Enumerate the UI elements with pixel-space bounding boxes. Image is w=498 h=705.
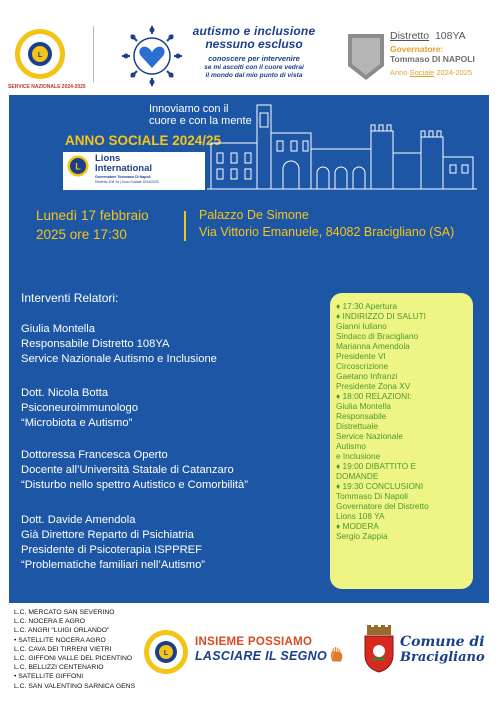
slogan-line-1: autismo e inclusione — [192, 24, 316, 38]
district-label: Distretto — [390, 30, 430, 42]
slogan-line-4: se mi ascolti con il cuore vedrai — [204, 64, 304, 71]
speaker-block — [21, 513, 205, 573]
comune-name — [400, 635, 495, 665]
club-item: L.C. NOCERA E AGRO — [14, 618, 86, 626]
speaker-name: Dott. Davide Amendola — [21, 514, 136, 526]
speaker-name: Giulia Montella — [21, 323, 95, 335]
speaker-block — [21, 322, 217, 367]
tagline-line-1: Innoviamo con il — [149, 103, 229, 115]
heart-globe-icon — [120, 24, 184, 88]
programme-line: Circoscrizione — [336, 361, 389, 371]
governor-name: Tommaso DI NAPOLI — [390, 54, 475, 64]
header-divider — [93, 26, 94, 82]
speaker-name: Dott. Nicola Botta — [21, 387, 109, 399]
lions-international-card — [63, 152, 205, 190]
club-item: L.C. CAVA DEI TIRRENI VIETRI — [14, 645, 112, 653]
speaker-block — [21, 386, 138, 431]
programme-line: Sindaco di Bracigliano — [336, 331, 419, 341]
speaker-topic: “Problematiche familiari nell’Autismo” — [21, 559, 206, 571]
badge-caption: SERVICE NAZIONALE 2024-2025 — [8, 84, 86, 90]
slogan-line-2: nessuno escluso — [205, 37, 303, 51]
poster-footer — [0, 603, 498, 705]
handprint-icon — [330, 645, 344, 663]
speaker-role: Già Direttore Reparto di Psichiatria — [21, 529, 194, 541]
governor-label: Governatore: — [390, 44, 444, 54]
programme-line: Autismo — [336, 441, 366, 451]
event-panel — [9, 95, 489, 603]
club-item: • SATELLITE NOCERA AGRO — [14, 636, 106, 644]
programme-line: Giulia Montella — [336, 401, 391, 411]
year-underlined: Sociale — [409, 68, 435, 77]
programme-line: ♦ 18:00 RELAZIONI: — [336, 391, 412, 401]
district-emblem-icon — [346, 32, 386, 82]
town-crest-icon — [362, 625, 396, 673]
year-range: 2024-2025 — [436, 68, 473, 77]
footer-slogan-line-1: INSIEME POSSIAMO — [195, 636, 313, 648]
poster-header — [0, 0, 498, 95]
programme-line: ♦ 19:30 CONCLUSIONI — [336, 481, 424, 491]
club-item: L.C. MERCATO SAN SEVERINO — [14, 609, 115, 616]
lions-name-line-1: Lions — [95, 153, 121, 164]
lions-footer-badge-icon — [143, 629, 189, 675]
tagline-line-2: cuore e con la mente — [149, 115, 252, 127]
club-item: L.C. BELLIZZI CENTENARIO — [14, 664, 104, 672]
club-item: • SATELLITE GIFFONI — [14, 673, 84, 681]
speakers-heading: Interventi Relatori: — [21, 291, 119, 305]
slogan-line-5: il mondo dal mio punto di vista — [205, 72, 303, 79]
programme-line: Lions 108 YA — [336, 511, 385, 521]
comune-line-1: Comune di — [400, 634, 485, 650]
footer-slogan — [195, 636, 345, 663]
event-time: 2025 ore 17:30 — [36, 227, 127, 242]
programme-line: ♦ INDIRIZZO DI SALUTI — [336, 311, 426, 321]
speaker-role: Presidente di Psicoterapia ISPPREF — [21, 544, 202, 556]
speaker-block — [21, 448, 248, 493]
anno-sociale-title: ANNO SOCIALE 2024/25 — [65, 133, 222, 148]
programme-line: ♦ 19:00 DIBATTITO E — [336, 461, 417, 471]
programme-line: ♦ MODERA — [336, 521, 379, 531]
speaker-role: Docente all’Università Statale di Catanzaro — [21, 464, 234, 476]
speaker-topic: Service Nazionale Autismo e Inclusione — [21, 353, 217, 365]
club-item: L.C. GIFFONI VALLE DEL PICENTINO — [14, 655, 133, 663]
programme-line: Presidente Zona XV — [336, 381, 411, 391]
footer-slogan-line-2: LASCIARE IL SEGNO — [195, 649, 327, 663]
programme-line: Distrettuale — [336, 421, 378, 431]
programme-line: Service Nazionale — [336, 431, 403, 441]
programme-line: Governatore del Distretto — [336, 501, 429, 511]
programme-line: Responsabile — [336, 411, 387, 421]
speaker-role: Psiconeuroimmunologo — [21, 402, 138, 414]
lions-service-badge-icon — [14, 28, 66, 80]
district-info — [390, 30, 495, 77]
svg-text:L: L — [37, 52, 43, 59]
programme-line: Gaetano Infranzi — [336, 371, 398, 381]
comune-line-2: Bracigliano — [400, 650, 485, 665]
svg-text:L: L — [163, 650, 169, 657]
programme-line: Marianna Amendola — [336, 341, 410, 351]
speaker-topic: “Microbiota e Autismo” — [21, 417, 133, 429]
programme-line: e Inclusione — [336, 451, 381, 461]
club-list — [14, 608, 146, 691]
programme-line: Gianni Iuliano — [336, 321, 387, 331]
campaign-slogan — [184, 24, 324, 79]
year-prefix: Anno — [390, 68, 408, 77]
programme-line: Tommaso Di Napoli — [336, 491, 408, 501]
speaker-role: Responsabile Distretto 108YA — [21, 338, 170, 350]
slogan-line-3: conoscere per intervenire — [208, 54, 300, 63]
event-date: Lunedì 17 febbraio — [36, 208, 149, 223]
club-item: L.C. SAN VALENTINO SARNICA GENS — [14, 682, 136, 690]
club-item: L.C. ANGRI "LUIGI ORLANDO" — [14, 627, 110, 635]
lions-governor: Governatore Tommaso Di Napoli — [95, 175, 151, 179]
lions-name-line-2: International — [95, 163, 153, 174]
programme-box — [330, 293, 473, 589]
lions-district: Distretto 108 Ya | Anno Sociale 2024/2025 — [95, 180, 159, 184]
event-venue: Palazzo De Simone — [199, 208, 309, 222]
programme-line: DOMANDE — [336, 471, 379, 481]
speaker-topic: “Disturbo nello spettro Autistico e Comorbilità” — [21, 479, 248, 491]
svg-text:L: L — [75, 161, 81, 172]
programme-line: Sergio Zappia — [336, 531, 388, 541]
programme-line: Presidente VI — [336, 351, 386, 361]
date-venue-separator — [184, 211, 186, 241]
city-skyline-icon — [207, 103, 477, 190]
lions-logo-icon — [67, 155, 89, 177]
event-address: Via Vittorio Emanuele, 84082 Bracigliano (SA) — [199, 225, 455, 239]
programme-line: ♦ 17:30 Apertura — [336, 301, 397, 311]
speaker-name: Dottoressa Francesca Operto — [21, 449, 168, 461]
district-code: 108YA — [434, 30, 466, 42]
